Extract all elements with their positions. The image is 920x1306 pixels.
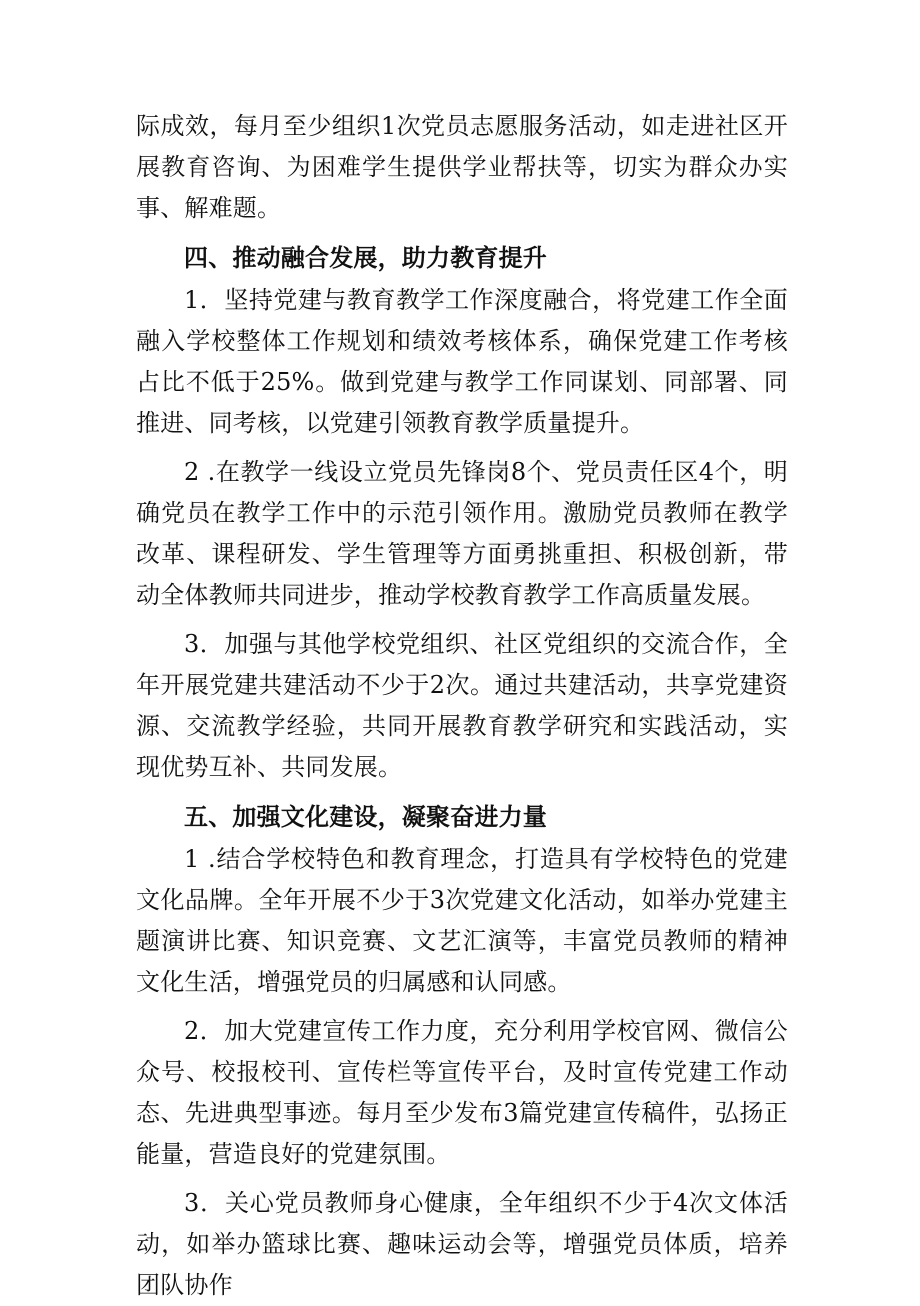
section-5-item-1: 1 .结合学校特色和教育理念，打造具有学校特色的党建文化品牌。全年开展不少于3次党建文化活动，如举办党建主题演讲比赛、知识竞赛、文艺汇演等，丰富党员教师的精神文化生活，增强党员的归属感和认同感。 [136, 845, 788, 996]
section-4-heading: 四、推动融合发展，助力教育提升 [184, 243, 547, 272]
section-5-item-2: 2．加大党建宣传工作力度，充分利用学校官网、微信公众号、校报校刊、宣传栏等宣传平台，及时宣传党建工作动态、先进典型事迹。每月至少发布3篇党建宣传稿件，弘扬正能量，营造良好的党建氛围。 [136, 1017, 788, 1168]
section-5-item-3: 3．关心党员教师身心健康，全年组织不少于4次文体活动，如举办篮球比赛、趣味运动会等，增强党员体质，培养团队协作 [136, 1189, 788, 1299]
document-content [136, 106, 788, 1306]
section-5-heading: 五、加强文化建设，凝聚奋进力量 [184, 802, 547, 831]
intro-paragraph: 际成效，每月至少组织1次党员志愿服务活动，如走进社区开展教育咨询、为困难学生提供学业帮扶等，切实为群众办实事、解难题。 [136, 112, 788, 222]
section-4-item-2: 2 .在教学一线设立党员先锋岗8个、党员责任区4个，明确党员在教学工作中的示范引领作用。激励党员教师在教学改革、课程研发、学生管理等方面勇挑重担、积极创新，带动全体教师共同进步，推动学校教育教学工作高质量发展。 [136, 458, 788, 609]
section-4-item-1: 1．坚持党建与教育教学工作深度融合，将党建工作全面融入学校整体工作规划和绩效考核体系，确保党建工作考核占比不低于25%。做到党建与教学工作同谋划、同部署、同推进、同考核，以党建引领教育教学质量提升。 [136, 286, 788, 437]
section-4-item-3: 3．加强与其他学校党组织、社区党组织的交流合作，全年开展党建共建活动不少于2次。通过共建活动，共享党建资源、交流教学经验，共同开展教育教学研究和实践活动，实现优势互补、共同发展。 [136, 630, 788, 781]
